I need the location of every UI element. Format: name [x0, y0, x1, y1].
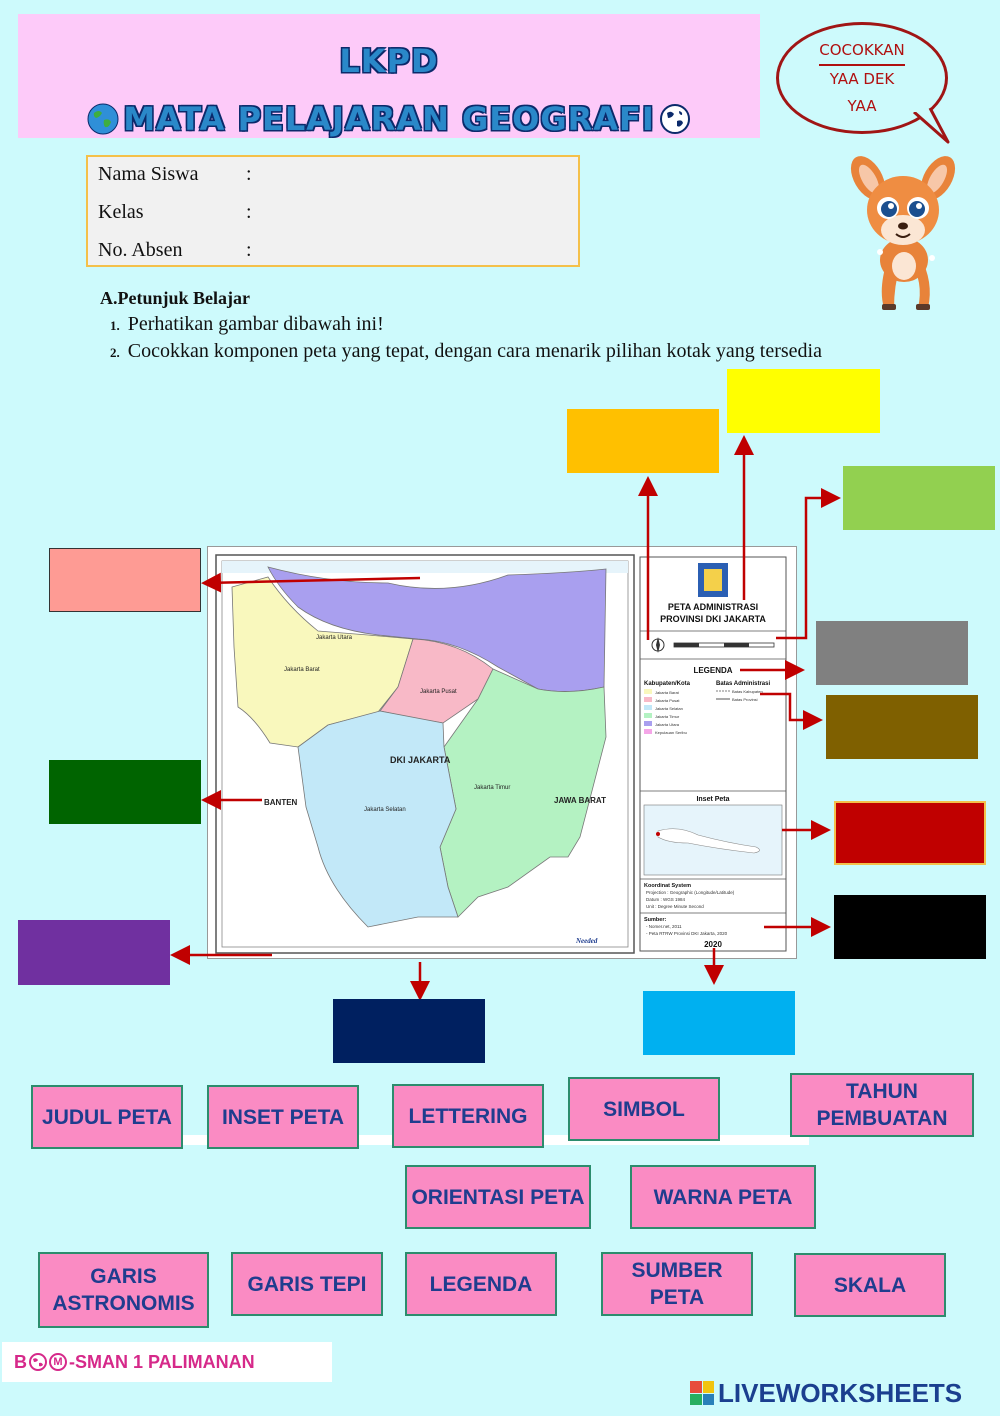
- drop-slot-darkgreen[interactable]: [49, 760, 201, 824]
- bubble-line-3: YAA: [847, 96, 877, 115]
- map-source-line: - Nomer.net, 2011: [646, 924, 682, 929]
- drop-slot-salmon[interactable]: [49, 548, 201, 612]
- arrow-to-brown: [760, 694, 818, 720]
- legend-item-text: Jakarta Pusat: [655, 698, 680, 703]
- map-legend-col2: Batas Administrasi: [716, 681, 771, 687]
- arrow-to-salmon: [206, 578, 420, 583]
- subject-title: MATA PELAJARAN GEOGRAFI: [123, 100, 655, 138]
- region-label-utara: Jakarta Utara: [316, 635, 353, 641]
- chip-sumber-peta[interactable]: SUMBER PETA: [601, 1252, 753, 1316]
- author-credit: [2, 1342, 332, 1382]
- drop-slot-orange[interactable]: [567, 409, 719, 473]
- arrow-to-lightgreen: [776, 498, 836, 638]
- drop-slot-yellow[interactable]: [727, 369, 880, 433]
- liveworksheets-logo-icon: [690, 1381, 714, 1405]
- chip-judul-peta[interactable]: JUDUL PETA: [31, 1085, 183, 1149]
- bubble-line-1: COCOKKAN: [819, 37, 904, 66]
- legend-item-text: Kepulauan Seribu: [655, 730, 687, 735]
- chip-orientasi-peta[interactable]: ORIENTASI PETA: [405, 1165, 591, 1229]
- map-inset-title: Inset Peta: [696, 796, 730, 803]
- region-label-pusat: Jakarta Pusat: [420, 689, 457, 695]
- legend-item-text: Jakarta Selatan: [655, 706, 683, 711]
- drop-slot-gray[interactable]: [816, 621, 968, 685]
- map-source-title: Sumber:: [644, 917, 667, 923]
- map-watermark: Needed: [576, 937, 598, 945]
- chip-garis-astronomis[interactable]: GARIS ASTRONOMIS: [38, 1252, 209, 1328]
- chip-tahun-pembuatan[interactable]: TAHUN PEMBUATAN: [790, 1073, 974, 1137]
- map-title-line-2: PROVINSI DKI JAKARTA: [660, 614, 766, 624]
- legend-item-text: Jakarta Barat: [655, 690, 679, 695]
- region-label-barat: Jakarta Barat: [284, 667, 320, 673]
- chip-legenda[interactable]: LEGENDA: [405, 1252, 557, 1316]
- identity-label: No. Absen: [98, 239, 183, 261]
- chip-skala[interactable]: SKALA: [794, 1253, 946, 1317]
- region-label-timur: Jakarta Timur: [474, 785, 511, 791]
- legend-item-text: Jakarta Utara: [655, 722, 680, 727]
- region-label-jabar: JAWA BARAT: [554, 796, 606, 805]
- bubble-line-2: YAA DEK: [829, 69, 895, 88]
- legend-line-text: Batas Provinsi: [732, 697, 758, 702]
- legend-line-text: Batas Kabupaten: [732, 689, 763, 694]
- drop-slot-black[interactable]: [834, 895, 986, 959]
- region-label-dki: DKI JAKARTA: [390, 755, 451, 765]
- instruction-text: Cocokkan komponen peta yang tepat, dengan cara menarik pilihan kotak yang tersedia: [127, 340, 822, 362]
- chip-warna-peta[interactable]: WARNA PETA: [630, 1165, 816, 1229]
- instruction-number: 1.: [110, 318, 120, 333]
- drop-slot-purple[interactable]: [18, 920, 170, 985]
- region-label-selatan: Jakarta Selatan: [364, 807, 406, 813]
- chip-simbol[interactable]: SIMBOL: [568, 1077, 720, 1141]
- credit-letter-b: B: [14, 1351, 27, 1372]
- credit-text: -SMAN 1 PALIMANAN: [69, 1351, 255, 1372]
- globe-outline-icon: [29, 1353, 47, 1371]
- instruction-number: 2.: [110, 345, 120, 360]
- identity-separator: :: [246, 201, 252, 223]
- page-title: LKPD: [339, 42, 439, 80]
- chip-lettering[interactable]: LETTERING: [392, 1084, 544, 1148]
- drop-slot-lightgreen[interactable]: [843, 466, 995, 530]
- map-legend-col1: Kabupaten/Kota: [644, 681, 691, 687]
- map-year: 2020: [704, 940, 722, 949]
- credit-letter-m: M: [49, 1353, 67, 1371]
- chip-garis-tepi[interactable]: GARIS TEPI: [231, 1252, 383, 1316]
- region-label-banten: BANTEN: [264, 798, 298, 807]
- map-coord-line: Projection : Geographic (Longitude/Latitude): [646, 890, 735, 895]
- brand-name: LIVEWORKSHEETS: [718, 1377, 963, 1408]
- liveworksheets-brand: [690, 1376, 990, 1410]
- map-coord-title: Koordinat System: [644, 883, 692, 889]
- drop-slot-navy[interactable]: [333, 999, 485, 1063]
- identity-separator: :: [246, 163, 252, 185]
- chip-inset-peta[interactable]: INSET PETA: [207, 1085, 359, 1149]
- identity-label: Kelas: [98, 201, 144, 223]
- legend-item-text: Jakarta Timur: [655, 714, 680, 719]
- map-coord-line: Datum : WGS 1984: [646, 897, 686, 902]
- identity-separator: :: [246, 239, 252, 261]
- drop-slot-skyblue[interactable]: [643, 991, 795, 1055]
- instruction-text: Perhatikan gambar dibawah ini!: [127, 313, 384, 335]
- drop-slot-red[interactable]: [834, 801, 986, 865]
- identity-label: Nama Siswa: [98, 163, 199, 185]
- instructions-heading: A.Petunjuk Belajar: [100, 288, 250, 308]
- map-coord-line: Unit : Degree Minute Second: [646, 904, 704, 909]
- drop-slot-brown[interactable]: [826, 695, 978, 759]
- map-legend-title: LEGENDA: [693, 666, 733, 675]
- map-title-line-1: PETA ADMINISTRASI: [667, 602, 759, 612]
- map-source-line: - Peta RTRW Provinsi DKI Jakarta, 2020: [646, 931, 728, 936]
